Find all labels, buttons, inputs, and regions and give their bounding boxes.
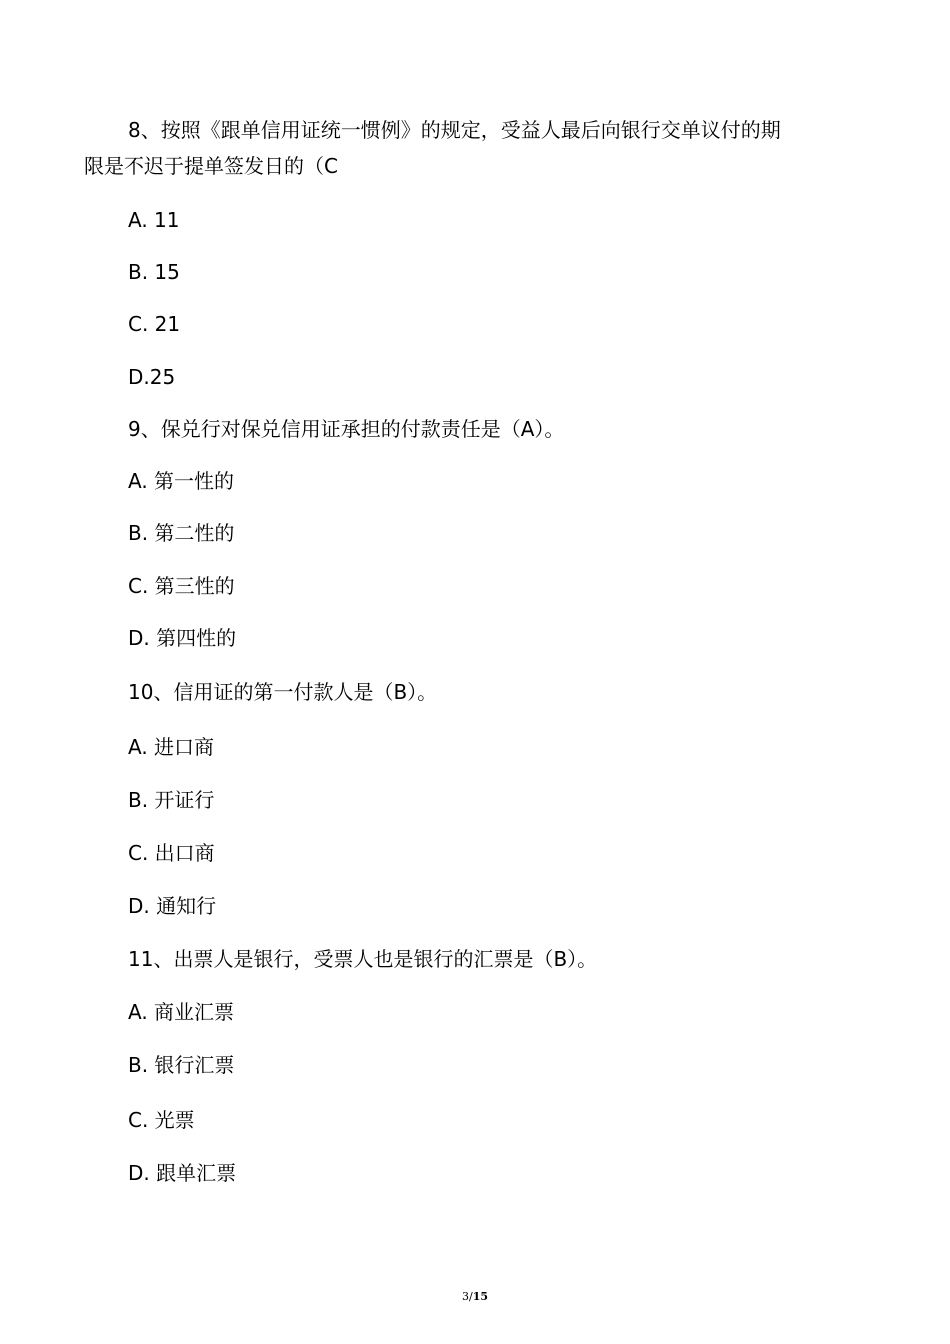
question-11-text: 11、出票人是银行，受票人也是银行的汇票是（B）。 (128, 947, 598, 971)
question-11-option-a: A. 商业汇票 (128, 1000, 235, 1024)
question-11-option-d: D. 跟单汇票 (128, 1161, 237, 1185)
question-9-option-d: D. 第四性的 (128, 626, 237, 650)
page-number (0, 1289, 950, 1305)
question-8-option-b: B. 15 (128, 260, 180, 284)
question-11-option-b: B. 银行汇票 (128, 1053, 235, 1077)
question-10-option-d: D. 通知行 (128, 894, 217, 918)
page-number-total: 15 (472, 1290, 489, 1303)
question-9-option-b: B. 第二性的 (128, 521, 235, 545)
question-8-option-c: C. 21 (128, 312, 181, 336)
page-number-current: 3/ (461, 1290, 473, 1303)
question-10-text: 10、信用证的第一付款人是（B）。 (128, 680, 438, 704)
question-9-option-a: A. 第一性的 (128, 469, 235, 493)
question-9-option-c: C. 第三性的 (128, 574, 235, 598)
question-10-option-a: A. 进口商 (128, 735, 215, 759)
question-10-option-c: C. 出口商 (128, 841, 215, 865)
question-10-option-b: B. 开证行 (128, 788, 215, 812)
question-8-option-a: A. 11 (128, 208, 180, 232)
question-11-option-c: C. 光票 (128, 1108, 195, 1132)
question-8-option-d: D.25 (128, 365, 176, 389)
question-8-text-line-1: 8、按照《跟单信用证统一惯例》的规定，受益人最后向银行交单议付的期 (128, 118, 781, 142)
question-8-text-line-2: 限是不迟于提单签发日的（C (84, 154, 338, 178)
question-9-text: 9、保兑行对保兑信用证承担的付款责任是（A）。 (128, 417, 565, 441)
